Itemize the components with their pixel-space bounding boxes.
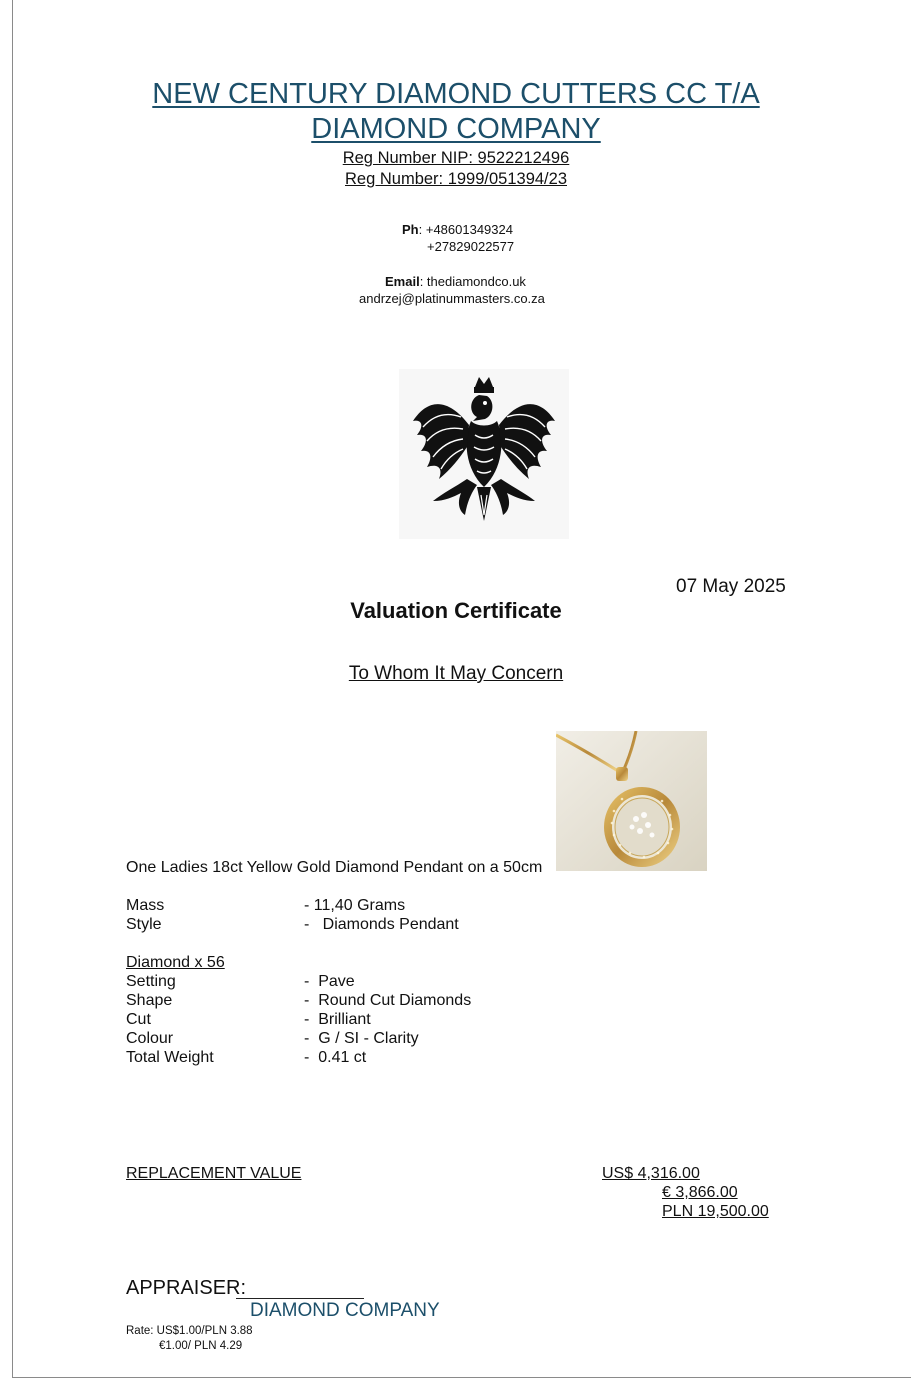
detail-label-setting: Setting: [126, 973, 176, 990]
detail-value-style: - Diamonds Pendant: [304, 916, 459, 933]
email-line1: [385, 273, 526, 290]
reg-number: Reg Number: 1999/051394/23: [345, 170, 567, 188]
exchange-rate-usd: Rate: US$1.00/PLN 3.88: [126, 1325, 253, 1337]
gold-pendant-photo-icon: [556, 731, 707, 871]
company-name-line2: DIAMOND COMPANY: [311, 113, 601, 145]
diamond-heading: Diamond x 56: [126, 954, 225, 971]
reg-number-nip: Reg Number NIP: 9522212496: [342, 149, 570, 167]
detail-value-shape: - Round Cut Diamonds: [304, 992, 472, 1009]
replacement-value-pln: PLN 19,500.00: [662, 1203, 769, 1220]
phone-line1: [402, 221, 513, 238]
detail-label-mass: Mass: [126, 897, 165, 914]
detail-label-colour: Colour: [126, 1030, 174, 1047]
phone-number-1: : +48601349324: [418, 222, 513, 237]
phone-number-2: +27829022577: [427, 239, 515, 254]
detail-value-mass: - 11,40 Grams: [304, 897, 406, 914]
phone-label: Ph: [402, 222, 419, 237]
page-title: Valuation Certificate: [350, 598, 562, 623]
appraiser-company: DIAMOND COMPANY: [250, 1300, 440, 1321]
detail-label-cut: Cut: [126, 1011, 151, 1028]
salutation: To Whom It May Concern: [348, 663, 564, 684]
detail-label-shape: Shape: [126, 992, 173, 1009]
certificate-date: 07 May 2025: [676, 576, 786, 597]
email-1: : thediamondco.uk: [419, 274, 526, 289]
polish-eagle-emblem-icon: [399, 369, 569, 539]
replacement-value-eur: € 3,866.00: [662, 1184, 738, 1201]
detail-value-cut: - Brilliant: [304, 1011, 371, 1028]
replacement-value-usd: US$ 4,316.00: [602, 1165, 700, 1182]
detail-value-total-weight: - 0.41 ct: [304, 1049, 367, 1066]
signature-line: [236, 1298, 364, 1299]
company-name-line1: NEW CENTURY DIAMOND CUTTERS CC T/A: [152, 78, 760, 110]
item-description: One Ladies 18ct Yellow Gold Diamond Pendant on a 50cm: [126, 859, 543, 876]
email-2: andrzej@platinummasters.co.za: [359, 291, 545, 306]
email-label: Email: [385, 274, 420, 289]
detail-label-style: Style: [126, 916, 162, 933]
detail-value-setting: - Pave: [304, 973, 355, 990]
replacement-value-label: REPLACEMENT VALUE: [126, 1165, 302, 1182]
detail-value-colour: - G / SI - Clarity: [304, 1030, 419, 1047]
exchange-rate-eur: €1.00/ PLN 4.29: [159, 1340, 243, 1352]
appraiser-label: APPRAISER:: [126, 1277, 247, 1299]
detail-label-total-weight: Total Weight: [126, 1049, 214, 1066]
